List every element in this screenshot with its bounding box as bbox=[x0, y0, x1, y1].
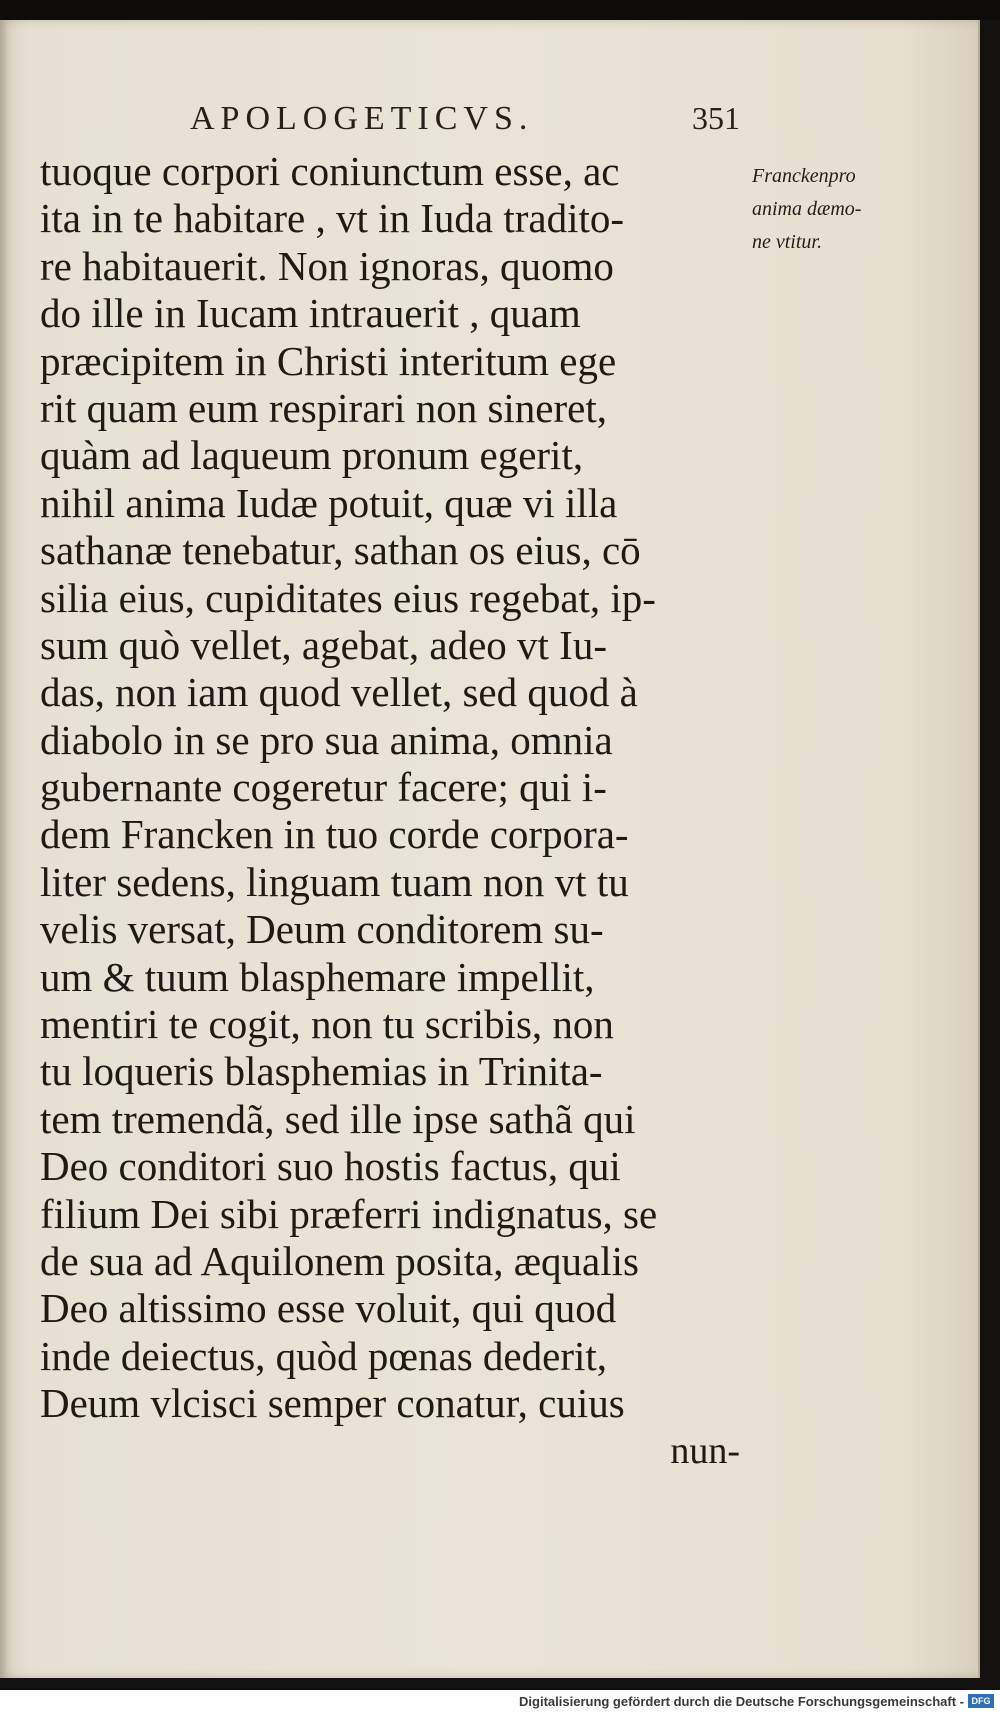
text-line: tuoque corpori coniunctum esse, ac bbox=[40, 148, 620, 194]
page-header bbox=[190, 100, 750, 144]
text-line: do ille in Iucam intrauerit , quam bbox=[40, 290, 581, 337]
text-line: ita in te habitare , vt in Iuda tradito- bbox=[40, 195, 625, 242]
page-number: 351 bbox=[692, 100, 740, 136]
text-line: diabolo in se pro sua anima, omnia bbox=[40, 716, 613, 763]
marginal-note-line: Franckenpro bbox=[752, 165, 856, 187]
text-line: dem Francken in tuo corde corpora- bbox=[40, 811, 629, 858]
marginal-note-line: anima dæmo- bbox=[752, 198, 862, 220]
text-line: velis versat, Deum conditorem su- bbox=[40, 906, 604, 953]
text-line: silia eius, cupiditates eius regebat, ip- bbox=[40, 574, 656, 621]
catchword: nun- bbox=[670, 1429, 740, 1472]
text-line: tu loqueris blasphemias in Trinita- bbox=[40, 1048, 603, 1095]
text-line: um & tuum blasphemare impellit, bbox=[40, 953, 595, 1000]
digitization-footer bbox=[0, 1690, 1000, 1715]
marginal-note-line: ne vtitur. bbox=[752, 231, 822, 253]
text-line: sathanæ tenebatur, sathan os eius, cō bbox=[40, 527, 641, 574]
text-line: filium Dei sibi præferri indignatus, se bbox=[40, 1190, 658, 1237]
text-line: re habitauerit. Non ignoras, quomo bbox=[40, 242, 614, 289]
text-line: inde deiectus, quòd pœnas dederit, bbox=[40, 1332, 608, 1379]
running-title: APOLOGETICVS. bbox=[190, 100, 534, 137]
text-line: gubernante cogeretur facere; qui i- bbox=[40, 764, 607, 811]
text-line: quàm ad laqueum pronum egerit, bbox=[40, 432, 584, 479]
text-line: rit quam eum respirari non sineret, bbox=[40, 384, 607, 431]
main-text-block bbox=[40, 148, 740, 1475]
text-line: tem tremendã, sed ille ipse sathã qui bbox=[40, 1095, 636, 1142]
dfg-logo-icon: DFG bbox=[968, 1694, 994, 1708]
text-line: Deo conditori suo hostis factus, qui bbox=[40, 1143, 621, 1190]
scan-right-border bbox=[980, 20, 1000, 1678]
text-line: mentiri te cogit, non tu scribis, non bbox=[40, 1001, 614, 1048]
text-line: de sua ad Aquilonem posita, æqualis bbox=[40, 1237, 639, 1284]
text-line: nihil anima Iudæ potuit, quæ vi illa bbox=[40, 479, 618, 526]
funding-credit: Digitalisierung gefördert durch die Deutsche Forschungsgemeinschaft - bbox=[519, 1694, 964, 1709]
text-line: præcipitem in Christi interitum ege bbox=[40, 337, 617, 384]
text-line: liter sedens, linguam tuam non vt tu bbox=[40, 858, 629, 905]
text-line: Deo altissimo esse voluit, qui quod bbox=[40, 1285, 617, 1332]
text-line: Deum vlcisci semper conatur, cuius bbox=[40, 1380, 625, 1427]
text-line: sum quò vellet, agebat, adeo vt Iu- bbox=[40, 621, 607, 668]
scan-bottom-border bbox=[0, 1678, 1000, 1690]
marginal-note bbox=[752, 160, 922, 259]
text-line: das, non iam quod vellet, sed quod à bbox=[40, 669, 638, 716]
scan-top-border bbox=[0, 0, 1000, 22]
